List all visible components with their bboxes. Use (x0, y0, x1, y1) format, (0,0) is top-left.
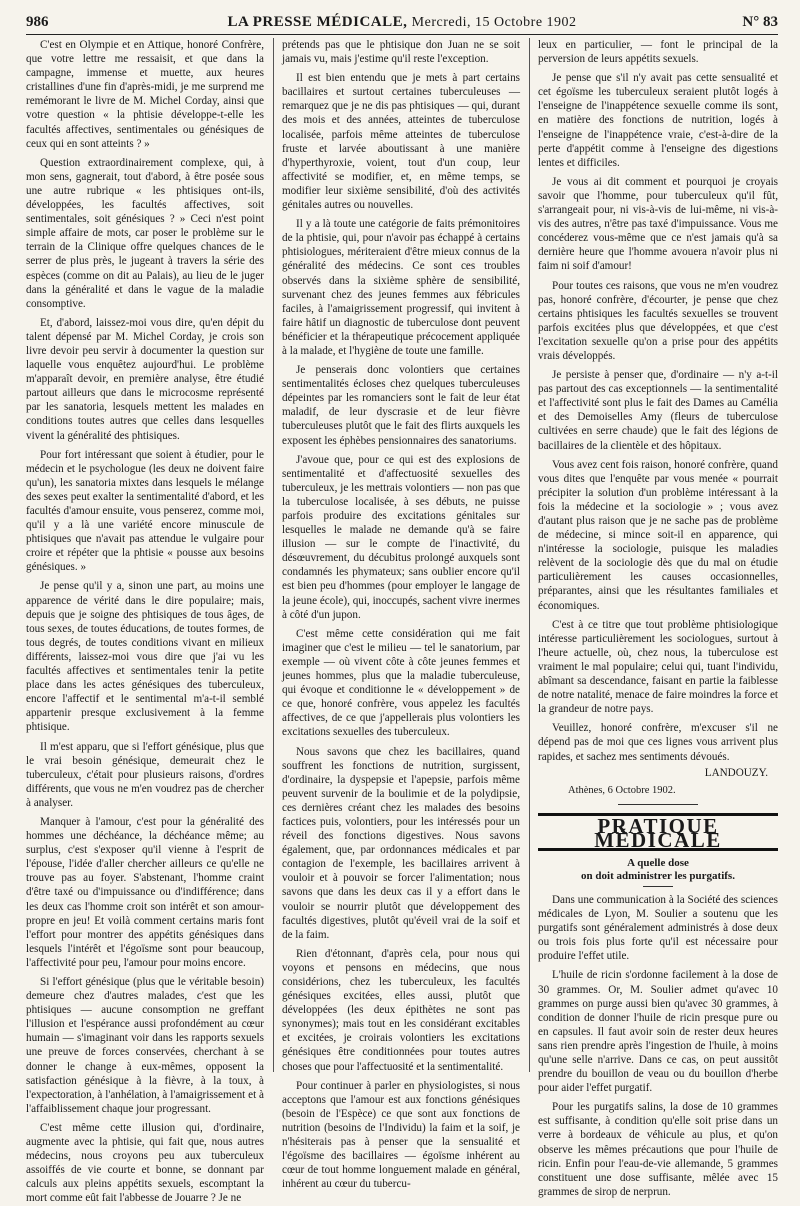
separator-rule (618, 804, 698, 805)
paragraph: Vous avez cent fois raison, honoré confrère, quand vous dites que l'enquête par vous menée « pourrait précipiter la solution d'un problème intéressant à la fois la médecine et la sociologie » ; vous avez d'autant plus raison que je ne sache pas de problème de médecine, si mince soit-il en apparence, qui n'intéresse la sociologie, puisque les maladies relèvent de la sociologie dès que du mal on étudie particulièrement les causes occasionnelles, préparantes, ainsi que les résultantes familiales et économiques. (538, 458, 778, 612)
paragraph: Dans une communication à la Société des sciences médicales de Lyon, M. Soulier a soutenu que les purgatifs sont généralement administrés à dose deux ou trois fois plus forte qu'il est nécessaire pour produire l'effet utile. (538, 893, 778, 963)
dateline: Athènes, 6 Octobre 1902. (568, 784, 676, 796)
issue-date: Mercredi, 15 Octobre 1902 (411, 15, 577, 30)
column-1 (26, 38, 264, 1205)
paragraph: Rien d'étonnant, d'après cela, pour nous qui voyons et pensons en médecins, que nous considérions, chez les tuberculeux, les facultés génésiques excitées, elles aussi, plutôt que développées (les deux épithètes ne sont pas synonymes); mais tout en les considérant excitables et excitées, je croirais volontiers les excitations génésiques être conditionnées pour toutes autres choses que pour l'affectuosité et la sentimentalité. (282, 947, 520, 1073)
column-2 (282, 38, 520, 1191)
column-3 (538, 38, 778, 1198)
author-signature: LANDOUZY. (704, 766, 768, 779)
paragraph: Il est bien entendu que je mets à part certains bacillaires et surtout certaines tuberculeuses — remarquez que je ne dis pas phtisiques — qui, durant des mois et des années, atteintes de tuberculose localisée, parfois même atteintes de tuberculose fruste et larvée aboutissant à une manière d'hyperthyroxie, voient, tout d'un coup, leur affectivité se modifier, et, en même temps, se modifier leur sixième sensibilité, d'où des activités génitales autres ou nouvelles. (282, 72, 520, 212)
paragraph: C'est à ce titre que tout problème phtisiologique intéresse particulièrement les sociologues, surtout à l'heure actuelle, où, chez nous, la tuberculose est vraiment le mal populaire; celui qui, tuant l'individu, abîmant sa descendance, faisant en partie la faiblesse de notre natalité, menace de faire moindres la force et la grandeur de notre pays. (538, 618, 778, 716)
paragraph: Il y a là toute une catégorie de faits prémonitoires de la phtisie, qui, pour n'avoir pas échappé à certains phtisiologues, mériteraient d'être mieux connus de la généralité des médecins. Ce sont ces troubles observés dans la sixième sphère de sensibilité, survenant chez des jeunes femmes aux fébricules faciles, à l'amaigrissement progressif, qui invitent à faire hâtif un diagnostic de tuberculose dont peuvent bénéficier et la thérapeutique précocement appliquée à la malade, et l'hygiène de toute une famille. (282, 218, 520, 357)
paragraph: prétends pas que le phtisique don Juan ne se soit jamais vu, mais j'estime qu'il reste l'exception. (282, 39, 520, 66)
paragraph: Je pense qu'il y a, sinon une part, au moins une apparence de vérité dans le dire populaire; mais, depuis que je soigne des phtisiques de tous âges, de tous sexes, de toutes éducations, de toutes formes, de tous degrés, de toutes conditions vivant en milieux différents, laissez-moi vous dire que j'ai vu les facultés affectives et sentimentales tenir la petite place dans les actes génésiques des tuberculeux, encore l'affectif et le sentimental m'a-t-il semblé appartenir presque exclusivement à la femme phtisique. (26, 580, 264, 734)
column-divider (273, 38, 274, 1072)
paragraph: Pour fort intéressant que soient à étudier, pour le médecin et le psychologue (les deux ne doivent faire qu'un), les sanatoria mixtes dans lesquels le mélange des sexes peut exalter la sentimentalité d'abord, et les facultés d'amour ensuite, vous penserez, comme moi, qu'il y a là une variété encore minuscule de phtisiques que n'avait pas attendue le vulgaire pour croire et répéter que la phtisie « pousse aux besoins génésiques. » (26, 448, 264, 574)
paragraph: Nous savons que chez les bacillaires, quand souffrent les fonctions de nutrition, surgissent, d'ordinaire, la dyspepsie et l'apepsie, parfois même peuvent survenir de la boulimie et de la polydipsie, ces dernières créant chez les malades des besoins factices puis, volontiers, pour les intéressés pour un réveil des fonctions digestives. Nous savons également, que, par ordonnances médicales et par contagion de l'exemple, les bacillaires arrivent à vouloir et à pouvoir se forcer l'alimentation; nous savons que dans les deux cas il y a effort dans le vouloir se nourrir plutôt que développement des facultés digestives, plutôt qu'éveil vrai de la soif et de la faim. (282, 745, 520, 941)
section-heading: PRATIQUE MÉDICALE (538, 813, 778, 851)
paragraph: Et, d'abord, laissez-moi vous dire, qu'en dépit du talent dépensé par M. Michel Corday, je crois son livre devoir peu servir à documenter la question sur laquelle vous enquêtez aujourd'hui. Le problème m'apparaît devoir, en première analyse, être étudié partout ailleurs que dans le microcosme représenté par les sanatoria, lesquels mettent les malades en conditions toutes autres que celles dans lesquelles vivent la généralité des phtisiques. (26, 316, 264, 442)
issue-number: N° 83 (742, 14, 778, 30)
paragraph: leux en particulier, — font le principal de la perversion de leurs appétits sexuels. (538, 39, 778, 66)
paragraph: J'avoue que, pour ce qui est des explosions de sentimentalité et d'affectuosité sexuelles des tuberculeux, je les mettrais volontiers — non pas que la tuberculose localisée, à ses débuts, ne puisse parfois produire des excitations génitales sur lesquelles le malade ne demande qu'à se faire illusion — sur le compte de l'inactivité, du désœuvrement, du décubitus prolongé auxquels sont condamnés les phymateux; sans oublier encore qu'il est bien peu d'hommes (pour employer le langage de la jeune école), qui, inoccupés, sachent vivre inermes à côté d'un jupon. (282, 453, 520, 621)
column-divider (529, 38, 530, 1072)
article-subtitle (538, 857, 778, 887)
paragraph: Manquer à l'amour, c'est pour la généralité des hommes une déchéance, la déchéance même; au surplus, c'est s'exposer qu'il vienne à l'esprit de l'épouse, l'idée d'aller chercher ailleurs ce qu'elle ne trouve pas au foyer. S'abstenant, l'homme craint d'être taxé ou d'impuissance ou d'indifférence; dans les deux cas l'homme croit son intérêt et son amour-propre en jeu! Et voilà comment certains maris font l'effort pour montrer des appétits génésiques dans lesquels l'intérêt et l'égoïsme sont pour beaucoup, l'affectivité pour peu, l'amour pour moins encore. (26, 815, 264, 969)
page-header (26, 10, 778, 35)
separator-rule (643, 886, 673, 887)
paragraph: Veuillez, honoré confrère, m'excuser s'il ne dépend pas de moi que ces lignes vous arrivent plus rapides, et sachez mes sentiments dévoués. (538, 722, 778, 763)
newspaper-page (26, 10, 778, 1205)
paragraph: Je penserais donc volontiers que certaines sentimentalités écloses chez quelques tuberculeuses dépeintes par les romanciers sont le fait de leur état maladif, de leur dyscrasie et de leur fièvre tuberculeuses plutôt que le fait des flirts auxquels les exposent les éphèbes pensionnaires des sanatoriums. (282, 364, 520, 447)
subtitle-line-1: A quelle dose (627, 856, 689, 869)
paragraph: C'est même cette illusion qui, d'ordinaire, augmente avec la phtisie, qui fait que, nous autres médecins, nous croyons peu aux tuberculeux assoiffés de vie courte et bonne, se donnant par calculs aux pleins appétits sexuels, escomptant la mort comme eût fait l'abbesse de Jouarre ? Je ne (26, 1121, 264, 1205)
paragraph: Pour toutes ces raisons, que vous ne m'en voudrez pas, honoré confrère, d'écourter, je pense que chez certains phtisiques les facultés sexuelles se trouvent parfois excitées plus que développées, et que c'est l'excitation sexuelle qu'on a prise pour des appétits vrais développés. (538, 279, 778, 362)
paragraph: Je vous ai dit comment et pourquoi je croyais savoir que l'homme, pour tuberculeux qu'il fût, s'arrangeait pour, ni vis-à-vis de lui-même, ni vis-à-vis des autres, n'être pas taxé d'impuissance. Vous me concéderez vous-même que ce n'est jamais qu'à sa dernière heure que l'homme avouera n'avoir plus ni faim ni soif d'amour! (538, 175, 778, 273)
journal-title (26, 14, 778, 31)
journal-name: LA PRESSE MÉDICALE, (227, 14, 408, 30)
paragraph: Pour les purgatifs salins, la dose de 10 grammes est suffisante, à condition qu'elle soit prise dans un verre à bordeaux de véhicule au plus, et qu'on observe les mêmes précautions que pour l'huile de ricin. Enfin pour l'eau-de-vie allemande, 5 grammes constituent une dose suffisante, mêlée avec 15 grammes de sirop de nerprun. (538, 1101, 778, 1198)
paragraph: Je pense que s'il n'y avait pas cette sensualité et cet égoïsme les tuberculeux seraient plutôt logés à l'enseigne de l'inappétence sexuelle comme ils sont, en matière des fonctions de nutrition, logés à l'enseigne de l'inappétence vraie, c'est-à-dire de la perte d'appétit comme à l'enseigne des digestions lentes et difficiles. (538, 72, 778, 169)
subtitle-line-2: on doit administrer les purgatifs. (581, 869, 735, 882)
paragraph: C'est en Olympie et en Attique, honoré Confrère, que votre lettre me ressaisit, et que dans la campagne, immense et muette, aux heures cristallines d'une fin d'après-midi, je me surprend me remémorant le livre de M. Michel Corday, ainsi que votre question « la phtisie développe-t-elle les facultés affectives, sentimentales ou génésiques de ceux qui en sont atteints ? » (26, 39, 264, 150)
page-number: 986 (26, 14, 49, 30)
columns (26, 38, 778, 1205)
paragraph: Si l'effort génésique (plus que le véritable besoin) demeure chez d'autres malades, c'est que les phtisiques — aucune consomption ne greffant l'illusion et l'espérance aussi profondément au cœur humain — s'imaginant voir dans les rapports sexuels une preuve de forces conservées, cherchant à se donner le change à eux-mêmes, opposent la satisfaction génésique à la fièvre, à la toux, à l'expectoration, à l'anhélation, à l'amaigrissement et à l'affaiblissement chaque jour progressant. (26, 976, 264, 1115)
paragraph: Je persiste à penser que, d'ordinaire — n'y a-t-il pas partout des cas exceptionnels — la sentimentalité et l'affectivité sont plus le fait des Dames au Camélia et des Demoiselles Amy (fleurs de tuberculose cultivées en serre chaude) que le fait des légions de bacillaires de la clientèle et des hôpitaux. (538, 369, 778, 452)
paragraph: L'huile de ricin s'ordonne facilement à la dose de 30 grammes. Or, M. Soulier admet qu'avec 10 grammes on purge aussi bien qu'avec 30 grammes, à condition de donner l'huile de ricin presque pure ou en capsules. Il faut avoir soin de rester deux heures sans rien prendre après l'ingestion de l'huile, à moins qu'une selle n'arrive. Dans ce cas, on peut aussitôt prendre du bouillon de veau ou du bouillon d'herbe pour aider l'effet purgatif. (538, 969, 778, 1095)
paragraph: C'est même cette considération qui me fait imaginer que c'est le milieu — tel le sanatorium, par exemple — où vivent côte à côte jeunes femmes et jeunes hommes, plus que la maladie tuberculeuse, qui évoque et conditionne le « développement » de ce que, honoré confrère, vous appelez les facultés affectives, de ce que j'appellerais plus volontiers les excitations sexuelles des tuberculeux. (282, 627, 520, 739)
paragraph: Question extraordinairement complexe, qui, à mon sens, gagnerait, tout d'abord, à être posée sous une autre rubrique « les phtisiques ont-ils, développées, les facultés affectives, soit sentimentales, soit génésiques ? » Ceci n'est point simple affaire de mots, car poser le problème sur le terrain de la Clinique offre quelques chances de le serrer de plus près, le jugeant à travers la série des espèces (comme on dit au Palais), au lieu de le juger dans la généralité et dans le vague de la maladie consomptive. (26, 156, 264, 310)
paragraph: Il m'est apparu, que si l'effort génésique, plus que le vrai besoin génésique, demeurait chez le tuberculeux, c'était pour plusieurs raisons, d'ordres différents, que vous ne m'en voudrez pas de chercher à analyser. (26, 740, 264, 809)
paragraph: Pour continuer à parler en physiologistes, si nous acceptons que l'amour est aux fonctions génésiques (besoin de l'Espèce) ce que sont aux fonctions de nutrition (besoins de l'Individu) la faim et la soif, je n'hésiterais pas à penser que la sensualité et l'égoïsme des bacillaires — égoïsme inhérent au cœur de tout homme longuement malade en général, inhérent au cœur du tubercu- (282, 1079, 520, 1191)
